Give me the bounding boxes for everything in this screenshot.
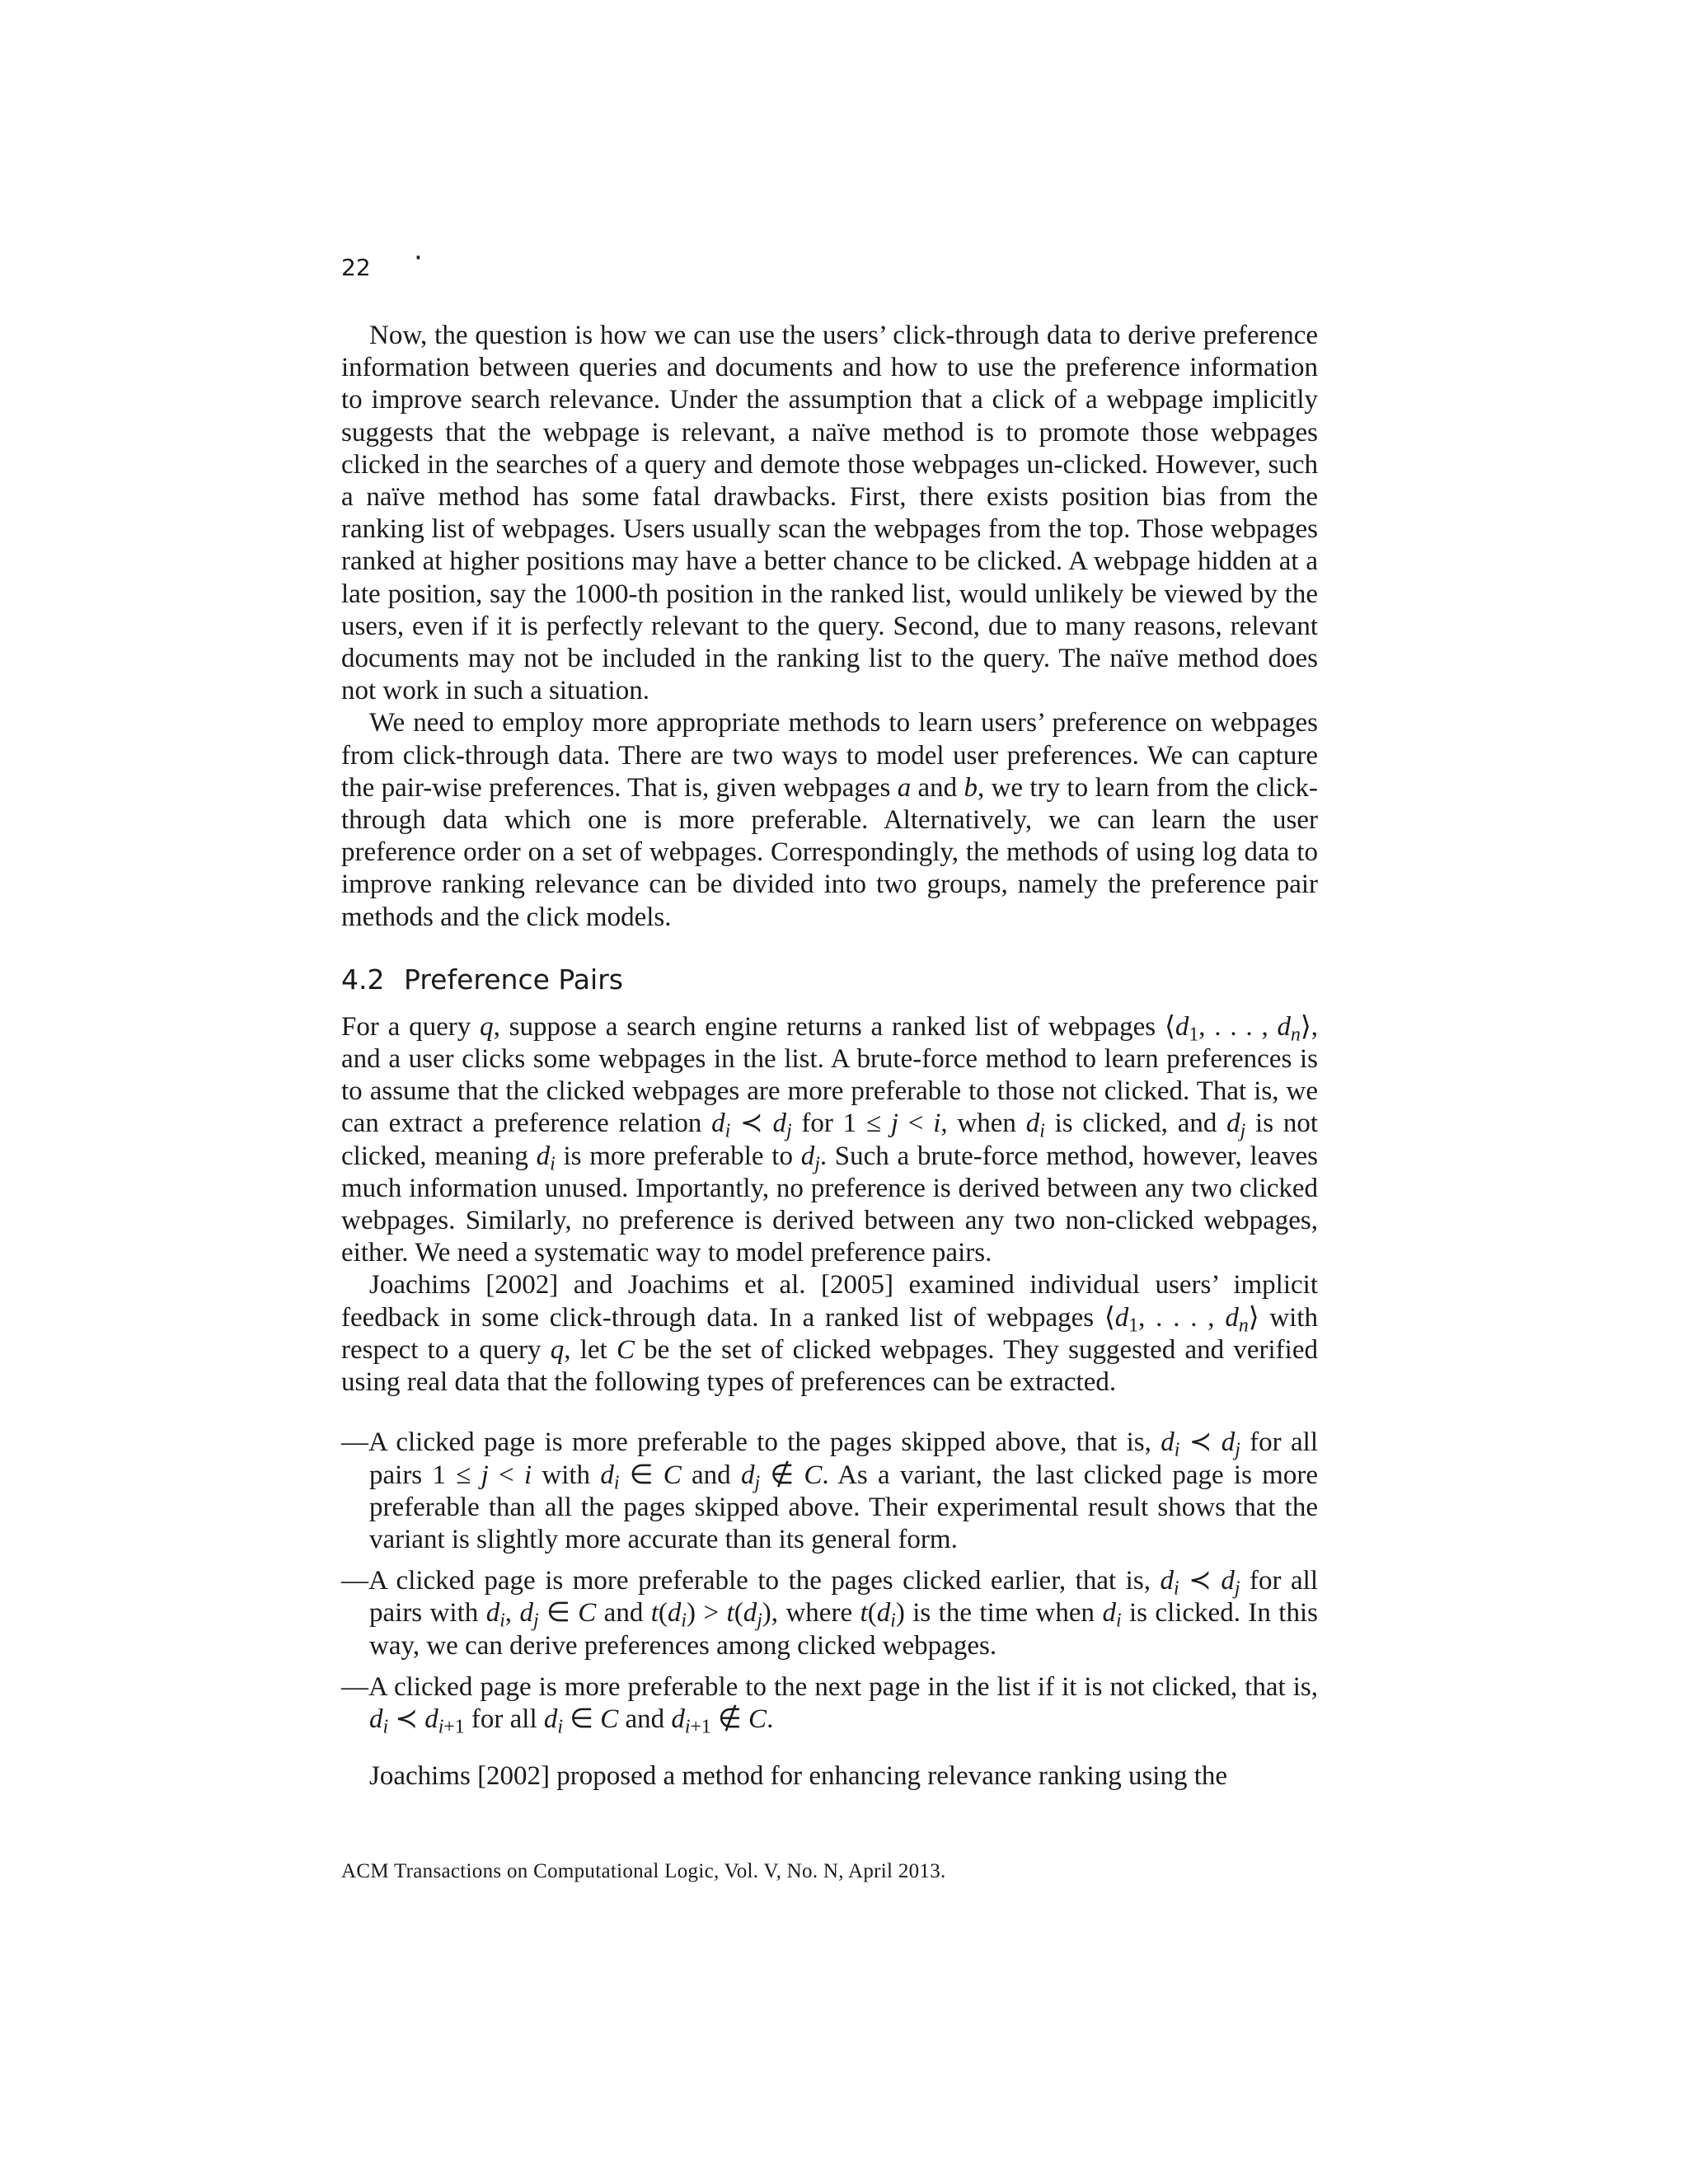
- section-title: Preference Pairs: [404, 963, 623, 996]
- section-number: 4.2: [341, 963, 385, 996]
- intro-paragraph-2: We need to employ more appropriate methods to learn users’ preference on webpages from click-through data. There are two ways to model user preferences. We can capture the pair-wise preferences. That is, given webpages a and b, we try to learn from the click-through data which one is more preferable. Alternatively, we can learn the user preference order on a set of webpages. Correspondingly, the methods of using log data to improve ranking relevance can be divided into two groups, namely the preference pair methods and the click models.: [341, 708, 1318, 932]
- page-number: 22: [341, 254, 371, 281]
- list-item: —A clicked page is more preferable to the pages skipped above, that is, $d_i$ ≺ $d_j$ for all pairs 1 ≤ j < i with $d_i$ ∈ C and $d_j$ ∉ C. As a variant, the last clicked page is more preferable than all the pages skipped above. Their experimental result shows that the variant is slightly more accurate than its general form.: [341, 1427, 1318, 1554]
- preference-types-list: [341, 1427, 1318, 1736]
- body-text: [341, 320, 1318, 1793]
- joachims-paragraph: Joachims [2002] and Joachims et al. [2005] examined individual users’ implicit feedback in some click-through data. In a ranked list of webpages $⟨d_1$, . . . , $d_n⟩$ with respect to a query q, let C be the set of clicked webpages. They suggested and verified using real data that the following types of preferences can be extracted.: [341, 1270, 1319, 1398]
- running-head: [341, 241, 423, 284]
- final-paragraph: Joachims [2002] proposed a method for enhancing relevance ranking using the: [369, 1761, 1228, 1792]
- header-separator: ·: [414, 241, 423, 274]
- preference-paragraph: For a query q, suppose a search engine returns a ranked list of webpages $⟨d_1$, . . . , $d_n⟩$, and a user clicks some webpages in the list. A brute-force method to learn preferences is to assume that the clicked webpages are more preferable to those not clicked. That is, we can extract a preference relation $d_i$ ≺ $d_j$ for 1 ≤ j < i, when $d_i$ is clicked, and $d_j$ is not clicked, meaning $d_i$ is more preferable to $d_j$. Such a brute-force method, however, leaves much information unused. Importantly, no preference is derived between any two clicked webpages. Similarly, no preference is derived between any two non-clicked webpages, either. We need a systematic way to model preference pairs.: [341, 1011, 1319, 1268]
- journal-footer: ACM Transactions on Computational Logic, Vol. V, No. N, April 2013.: [341, 1860, 946, 1882]
- intro-paragraph-1: Now, the question is how we can use the users’ click-through data to derive preference information between queries and documents and how to use the preference information to improve search relevance. Under the assumption that a click of a webpage implicitly suggests that the webpage is relevant, a naïve method is to promote those webpages clicked in the searches of a query and demote those webpages un-clicked. However, such a naïve method has some fatal drawbacks. First, there exists position bias from the ranking list of webpages. Users usually scan the webpages from the top. Those webpages ranked at higher positions may have a better chance to be clicked. A webpage hidden at a late position, say the 1000-th position in the ranked list, would unlikely be viewed by the users, even if it is perfectly relevant to the query. Second, due to many reasons, relevant documents may not be included in the ranking list to the query. The naïve method does not work in such a situation.: [341, 321, 1318, 706]
- list-item: —A clicked page is more preferable to the next page in the list if it is not clicked, that is, $d_i$ ≺ $d_{i+1}$ for all $d_i$ ∈ C and $d_{i+1}$ ∉ C.: [341, 1671, 1318, 1738]
- section-heading: [341, 963, 1318, 996]
- list-item: —A clicked page is more preferable to the pages clicked earlier, that is, $d_i$ ≺ $d_j$ for all pairs with $d_i$, $d_j$ ∈ C and $t(d_i) > t(d_j)$, where $t(d_i)$ is the time when $d_i$ is clicked. In this way, we can derive preferences among clicked webpages.: [341, 1566, 1318, 1661]
